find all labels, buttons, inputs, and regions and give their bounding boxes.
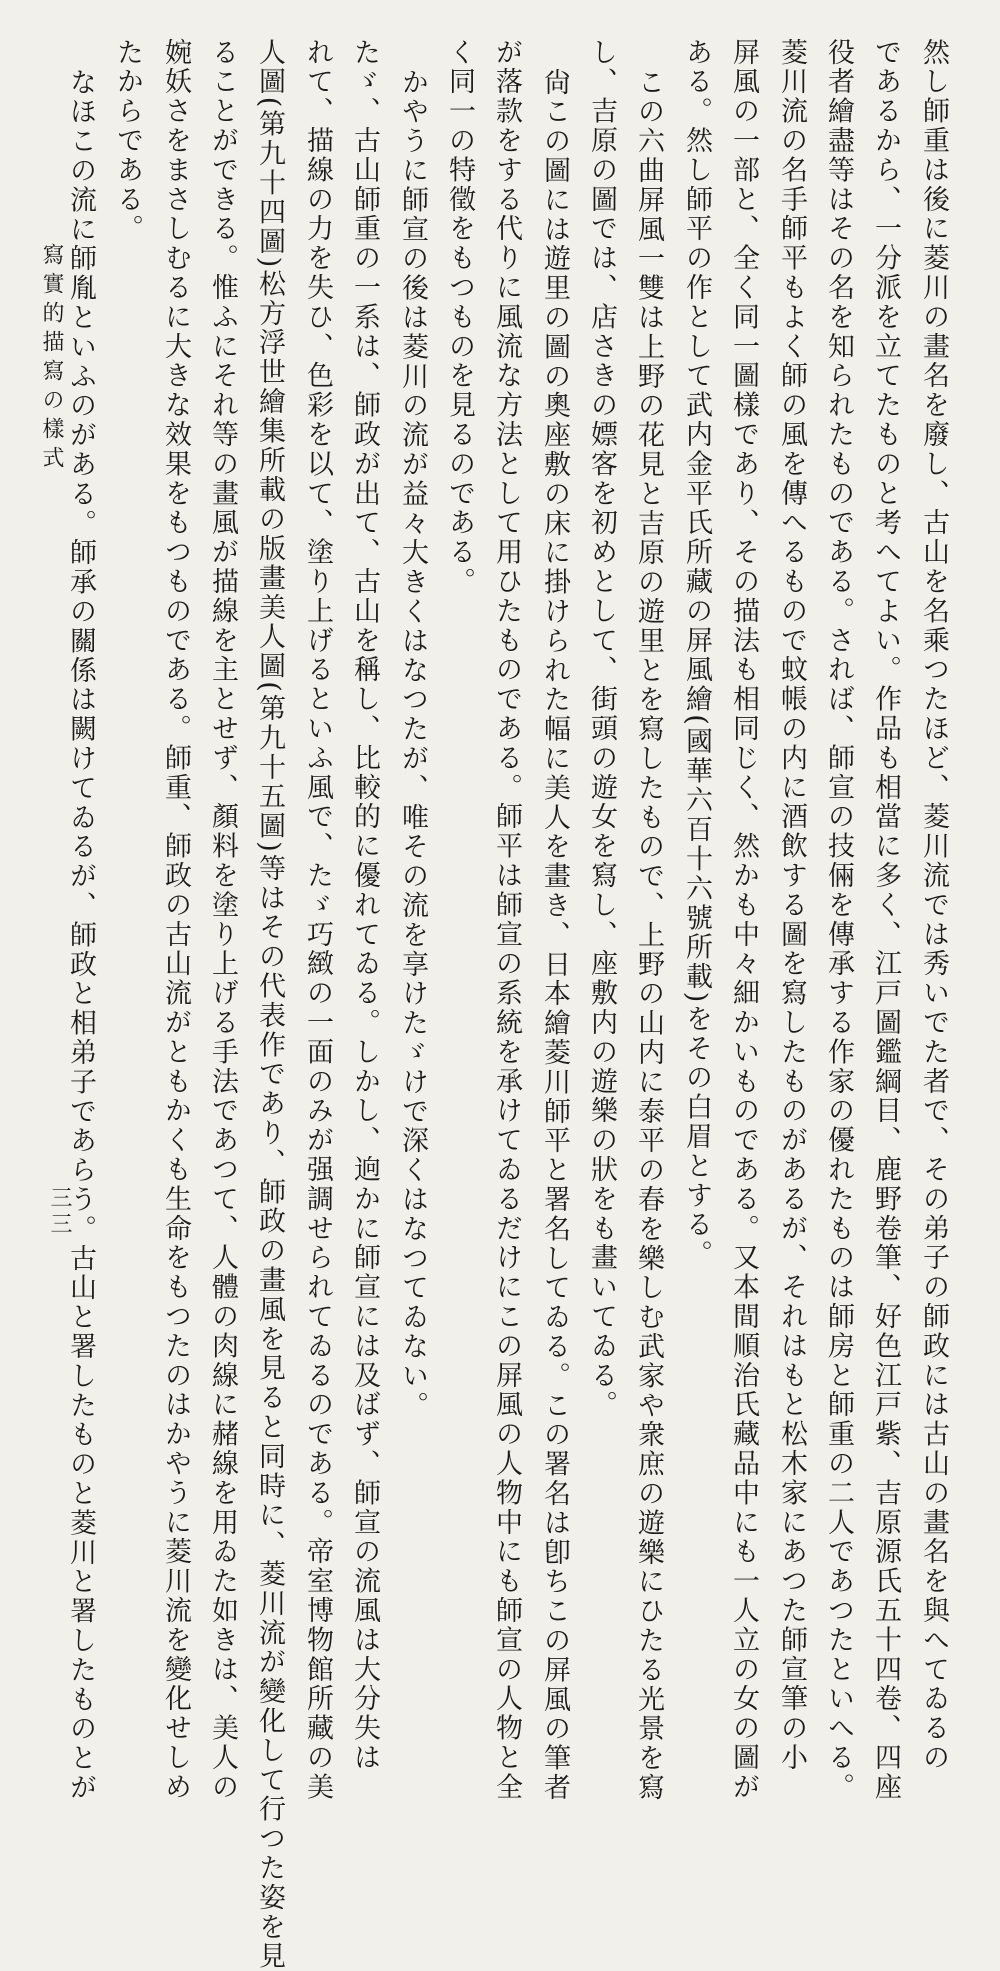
text-column: が落款をする代りに風流な方法として用ひたものである。師平は師宣の系統を承けてゐるだけにこの屏風の人物中にも師宣の人物と全 — [491, 38, 522, 1802]
running-header: 寫實的描寫の樣式 — [39, 243, 64, 475]
text-column: 尙この圖には遊里の圖の奧座敷の床に掛けられた幅に美人を畫き、日本繪菱川師平と署名してゐる。この署名は卽ちこの屏風の筆者 — [539, 68, 570, 1803]
text-column: 屏風の一部と、全く同一圖樣であり、その描法も相同じく、然かも中々細かいものである。又本間順治氏藏品中にも一人立の女の圖が — [728, 38, 759, 1802]
text-column: たゞ、古山師重の一系は、師政が出て、古山を稱し、比較的に優れてゐる。しかし、逈かに師宣には及ばず、師宣の流風は大分失は — [349, 38, 380, 1773]
text-column: し、吉原の圖では、店さきの嫖客を初めとして、街頭の遊女を寫し、座敷内の遊樂の狀をも畫いてゐる。 — [586, 38, 617, 1420]
text-column: れて、描線の力を失ひ、色彩を以て、塗り上げるといふ風で、たゞ巧緻の一面のみが强調せられてゐるのである。帝室博物館所藏の美 — [302, 38, 333, 1802]
text-column: 然し師重は後に菱川の畫名を廢し、古山を名乘つたほど、菱川流では秀いでた者で、その弟子の師政には古山の畫名を與へてゐるの — [918, 38, 949, 1773]
text-column: なほこの流に師胤といふのがある。師承の關係は闕けてゐるが、師政と相弟子であらう。古山と署したものと菱川と署したものとが — [65, 68, 96, 1803]
text-column: 菱川流の名手師平もよく師の風を傳へるもので蚊帳の内に酒飲する圖を寫したものがあるが、それはもと松木家にあつた師宣筆の小 — [776, 38, 807, 1773]
text-column: かやうに師宣の後は菱川の流が益々大きくはなつたが、唯その流を享けたゞけで深くはなつてゐない。 — [397, 68, 428, 1421]
text-column: たからである。 — [112, 38, 143, 244]
text-column: 役者繪盡等はその名を知られたものである。されば、師宣の技倆を傳承する作家の優れたものは師房と師重の二人であつたといへる。 — [823, 38, 854, 1802]
text-column: ることができる。惟ふにそれ等の畫風が描線を主とせず、顏料を塗り上げる手法であつて、人體の肉線に赭線を用ゐた如きは、美人の — [207, 38, 238, 1802]
text-column: であるから、一分派を立てたものと考へてよい。作品も相當に多く、江戸圖鑑綱目、鹿野卷筆、好色江戸紫、吉原源氏五十四卷、四座 — [870, 38, 901, 1802]
text-column: 婉妖さをまさしむるに大きな效果をもつものである。師重、師政の古山流がともかくも生命をもつたのはかやうに菱川流を變化せしめ — [160, 38, 191, 1802]
text-column: く同一の特徵をもつものを見るのである。 — [444, 38, 475, 597]
text-column: 人圖(第九十四圖)松方浮世繪集所載の版畫美人圖(第九十五圖)等はその代表作であり、師政の畫風を見ると同時に、菱川流が變化して行つた姿を見 — [254, 38, 285, 1971]
text-column: ある。然し師平の作として武内金平氏所藏の屏風繪(國華六百十六號所載)をその白眉とする。 — [681, 38, 712, 1270]
page-number: 三三 — [47, 1186, 72, 1238]
text-column: この六曲屏風一雙は上野の花見と吉原の遊里とを寫したもので、上野の山内に泰平の春を樂しむ武家や衆庶の遊樂にひたる光景を寫 — [633, 68, 664, 1803]
